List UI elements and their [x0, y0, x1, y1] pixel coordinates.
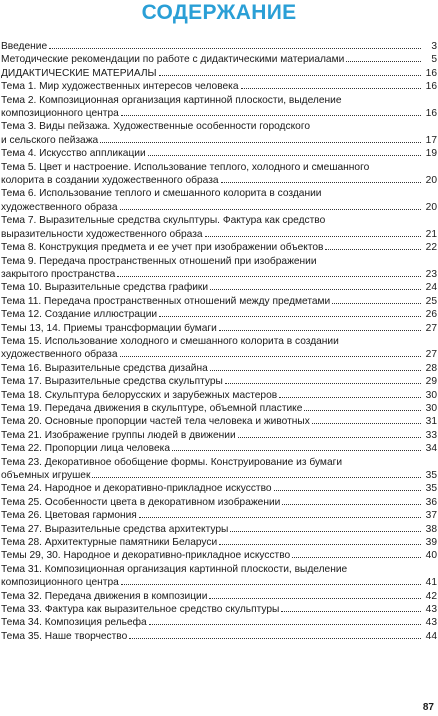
toc-entry [1, 442, 437, 455]
toc-entry [1, 456, 437, 483]
toc-entry-page: 20 [425, 175, 437, 187]
toc-entry-page: 31 [425, 416, 437, 428]
dot-leader [100, 134, 421, 143]
toc-entry [1, 523, 437, 536]
toc-entry-page: 33 [425, 429, 437, 441]
toc-entry-title: Тема 26. Цветовая гармония [1, 510, 137, 522]
toc-entry-title: художественного образа [1, 349, 118, 361]
toc-entry [1, 120, 437, 147]
toc-entry-title: Темы 13, 14. Приемы трансформации бумаги [1, 322, 217, 334]
toc-entry-title: Тема 22. Пропорции лица человека [1, 443, 170, 455]
toc-entry [1, 549, 437, 562]
toc-entry [1, 590, 437, 603]
toc-entry [1, 362, 437, 375]
toc-entry-title: Тема 35. Наше творчество [1, 630, 128, 642]
toc-entry-title-line: Тема 3. Виды пейзажа. Художественные особенности городского [1, 121, 310, 133]
toc-entry [1, 281, 437, 294]
toc-entry-page: 36 [425, 496, 437, 508]
toc-entry-page: 20 [425, 201, 437, 213]
toc-entry [1, 563, 437, 590]
dot-leader [230, 523, 421, 532]
toc-entry-title: и сельского пейзажа [1, 134, 99, 146]
toc-entry-title: колорита в создании художественного образа [1, 175, 219, 187]
toc-entry-title: Тема 21. Изображение группы людей в движении [1, 429, 236, 441]
dot-leader [238, 429, 421, 438]
toc-entry [1, 603, 437, 616]
toc-entry-page: 35 [425, 470, 437, 481]
dot-leader [210, 362, 421, 371]
page-number: 87 [422, 702, 434, 713]
toc-entry-title-line: Тема 9. Передача пространственных отношений при изображении [1, 255, 317, 267]
dot-leader [292, 549, 421, 558]
toc-entry-page: 17 [425, 134, 437, 146]
toc-entry [1, 402, 437, 415]
toc-entry-title: Тема 12. Создание иллюстрации [1, 309, 158, 321]
toc-entry-title: Тема 11. Передача пространственных отношений между предметами [1, 295, 331, 307]
toc-entry-title: Темы 29, 30. Народное и декоративно-прикладное искусство [1, 550, 291, 562]
toc-entry-title: Тема 18. Скульптура белорусских и зарубежных мастеров [1, 389, 278, 401]
toc-entry-page: 24 [425, 282, 437, 294]
toc-entry [1, 255, 437, 282]
toc-entry [1, 53, 437, 66]
toc-entry [1, 415, 437, 428]
toc-entry-page: 28 [425, 362, 437, 374]
dot-leader [205, 228, 421, 237]
dot-leader [209, 590, 421, 599]
toc-entry-title: Тема 19. Передача движения в скульптуре, объемной пластике [1, 402, 303, 414]
dot-leader [120, 201, 421, 210]
toc-entry-title: художественного образа [1, 201, 118, 213]
toc-entry-page: 38 [425, 523, 437, 535]
toc-entry-title: выразительности художественного образа [1, 228, 203, 240]
toc-entry-page: 37 [425, 510, 437, 522]
toc-entry-page: 26 [425, 309, 437, 321]
dot-leader [139, 509, 421, 518]
dot-leader [274, 482, 421, 491]
toc-entry-page: 44 [425, 630, 437, 642]
toc-entry-title: объемных игрушек [1, 470, 91, 481]
toc-entry-title: Тема 16. Выразительные средства дизайна [1, 362, 208, 374]
toc-entry-title: Тема 4. Искусство аппликации [1, 148, 146, 160]
toc-entry [1, 429, 437, 442]
toc-entry-title-line: Тема 2. Композиционная организация картинной плоскости, выделение [1, 94, 342, 106]
dot-leader [225, 375, 421, 384]
toc-entry-title: Тема 1. Мир художественных интересов человека [1, 81, 239, 93]
toc-entry-title: Методические рекомендации по работе с дидактическими материалами [1, 54, 345, 66]
toc-entry [1, 509, 437, 522]
toc-entry-title: ДИДАКТИЧЕСКИЕ МАТЕРИАЛЫ [1, 67, 157, 79]
toc-entry-page: 3 [431, 41, 437, 52]
toc-entry [1, 241, 437, 254]
toc-entry-page: 43 [425, 617, 437, 629]
table-of-contents [1, 40, 437, 643]
dot-leader [149, 616, 421, 625]
toc-entry-page: 5 [431, 54, 437, 66]
dot-leader [346, 53, 421, 62]
dot-leader [159, 308, 421, 317]
toc-entry-title: композиционного центра [1, 577, 119, 589]
dot-leader [221, 174, 421, 183]
dot-leader [148, 147, 421, 156]
toc-entry-title: Тема 24. Народное и декоративно-прикладное искусство [1, 483, 272, 495]
dot-leader [219, 322, 421, 331]
toc-entry-title-line: Тема 31. Композиционная организация картинной плоскости, выделение [1, 563, 348, 575]
toc-entry-title-line: Тема 5. Цвет и настроение. Использование теплого, холодного и смешанного [1, 161, 370, 173]
toc-entry-page: 40 [425, 550, 437, 562]
dot-leader [282, 496, 421, 505]
dot-leader [121, 107, 421, 116]
toc-entry-title: закрытого пространства [1, 268, 116, 280]
toc-entry-title: композиционного центра [1, 108, 119, 120]
dot-leader [219, 536, 421, 545]
toc-entry-page: 16 [425, 81, 437, 93]
toc-entry-title-line: Тема 6. Использование теплого и смешанного колорита в создании [1, 188, 322, 200]
dot-leader [120, 348, 421, 357]
dot-leader [121, 576, 421, 585]
toc-entry [1, 630, 437, 643]
toc-entry [1, 214, 437, 241]
dot-leader [129, 630, 421, 639]
toc-entry [1, 389, 437, 402]
toc-entry-title: Тема 33. Фактура как выразительное средство скульптуры [1, 604, 280, 616]
dot-leader [92, 469, 421, 478]
toc-entry-page: 30 [425, 402, 437, 414]
toc-entry [1, 67, 437, 80]
dot-leader [325, 241, 421, 250]
toc-entry-page: 30 [425, 389, 437, 401]
toc-entry [1, 375, 437, 388]
toc-entry [1, 616, 437, 629]
toc-entry [1, 308, 437, 321]
page-title: СОДЕРЖАНИЕ [141, 1, 297, 24]
toc-entry-title: Введение [1, 41, 48, 52]
toc-entry-title: Тема 27. Выразительные средства архитектуры [1, 523, 229, 535]
toc-entry [1, 94, 437, 121]
toc-entry [1, 161, 437, 188]
toc-entry-page: 42 [425, 590, 437, 602]
dot-leader [159, 67, 421, 76]
toc-entry-title: Тема 25. Особенности цвета в декоративном изображении [1, 496, 281, 508]
dot-leader [304, 402, 421, 411]
toc-entry-page: 21 [425, 228, 437, 240]
toc-entry-title: Тема 28. Архитектурные памятники Беларуси [1, 537, 218, 549]
toc-entry [1, 40, 437, 53]
toc-entry-page: 35 [425, 483, 437, 495]
toc-entry-page: 25 [425, 295, 437, 307]
toc-entry-title: Тема 10. Выразительные средства графики [1, 282, 209, 294]
toc-entry-page: 34 [425, 443, 437, 455]
dot-leader [281, 603, 421, 612]
toc-entry [1, 295, 437, 308]
dot-leader [49, 40, 421, 49]
toc-entry [1, 322, 437, 335]
toc-entry-page: 22 [425, 242, 437, 254]
toc-entry-title-line: Тема 15. Использование холодного и смешанного колорита в создании [1, 335, 339, 347]
toc-entry-page: 16 [425, 108, 437, 120]
toc-entry [1, 482, 437, 495]
toc-entry [1, 335, 437, 362]
toc-entry-page: 27 [425, 349, 437, 361]
toc-entry [1, 496, 437, 509]
dot-leader [241, 80, 421, 89]
dot-leader [332, 295, 421, 304]
dot-leader [312, 415, 421, 424]
toc-entry-title-line: Тема 23. Декоративное обобщение формы. Конструирование из бумаги [1, 456, 343, 468]
dot-leader [172, 442, 421, 451]
toc-entry-page: 43 [425, 604, 437, 616]
toc-entry [1, 80, 437, 93]
toc-entry-page: 41 [425, 577, 437, 589]
toc-entry-page: 16 [425, 67, 437, 79]
toc-entry-title: Тема 20. Основные пропорции частей тела человека и животных [1, 416, 310, 428]
toc-entry-page: 27 [425, 322, 437, 334]
toc-entry-title: Тема 17. Выразительные средства скульптуры [1, 376, 223, 388]
toc-entry-title: Тема 34. Композиция рельефа [1, 617, 147, 629]
dot-leader [279, 389, 421, 398]
dot-leader [210, 281, 421, 290]
toc-entry [1, 187, 437, 214]
toc-entry-page: 23 [425, 268, 437, 280]
toc-entry-page: 19 [425, 148, 437, 160]
toc-entry-title-line: Тема 7. Выразительные средства скульптуры. Фактура как средство [1, 215, 326, 227]
toc-entry-page: 29 [425, 376, 437, 388]
toc-entry-title: Тема 32. Передача движения в композиции [1, 590, 208, 602]
toc-entry-title: Тема 8. Конструкция предмета и ее учет при изображении объектов [1, 242, 324, 254]
toc-entry [1, 536, 437, 549]
dot-leader [117, 268, 421, 277]
toc-entry [1, 147, 437, 160]
toc-entry-page: 39 [425, 537, 437, 549]
